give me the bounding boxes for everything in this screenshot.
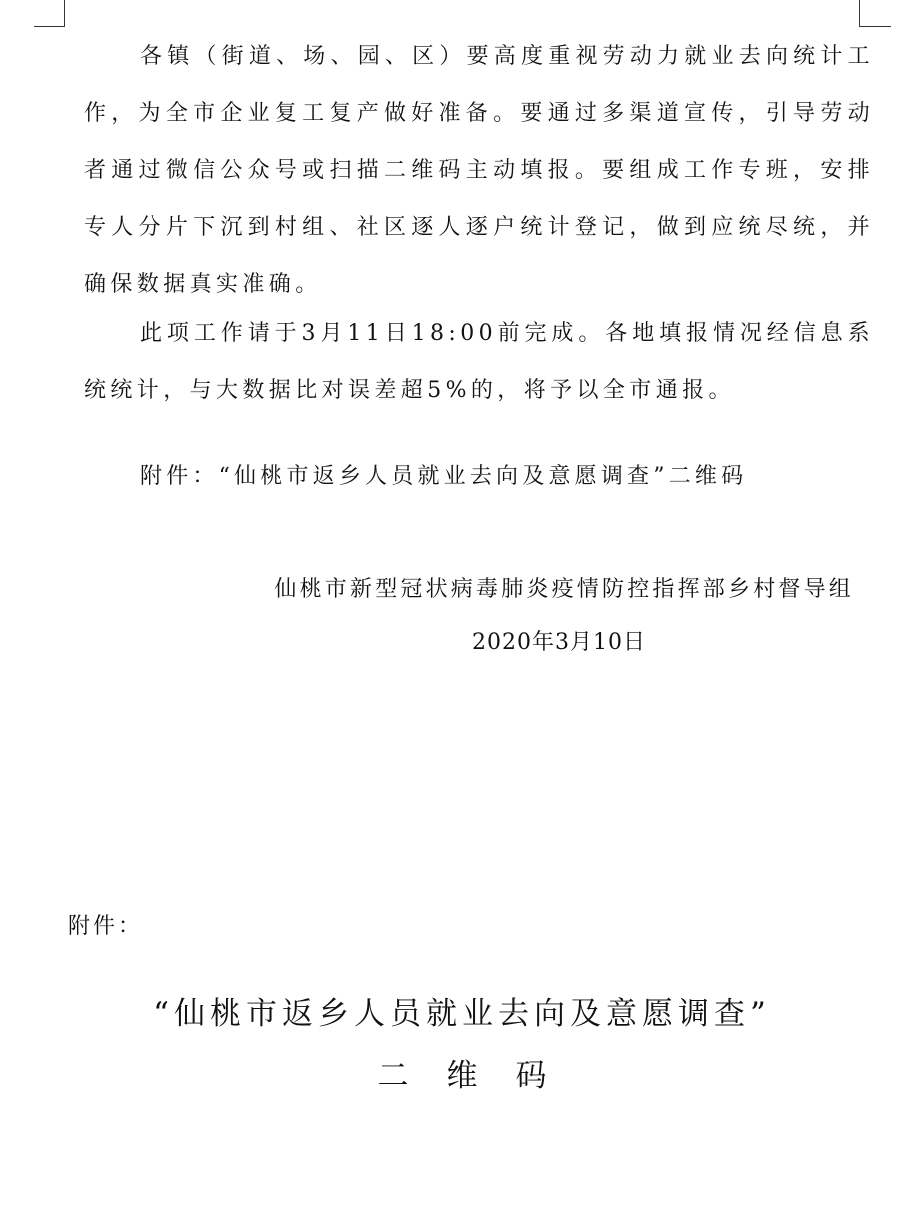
crop-mark-top-right (859, 26, 891, 27)
signing-organization: 仙桃市新型冠状病毒肺炎疫情防控指挥部乡村督导组 (274, 577, 854, 602)
crop-mark-top-right (859, 0, 860, 26)
signing-date: 2020年3月10日 (472, 630, 646, 655)
crop-mark-top-left (64, 0, 65, 26)
body-paragraph-1: 各镇（街道、场、园、区）要高度重视劳动力就业去向统计工作，为全市企业复工复产做好准备。要通过多渠道宣传，引导劳动者通过微信公众号或扫描二维码主动填报。要组成工作专班，安排专人分片下沉到村组、社区逐人逐户统计登记，做到应统尽统，并确保数据真实准确。 (84, 44, 874, 297)
attachment-subtitle: 二维码 (377, 1058, 585, 1094)
crop-mark-top-left (34, 26, 65, 27)
attachment-title: “仙桃市返乡人员就业去向及意愿调查” (153, 996, 771, 1032)
attachment-reference-line: 附件：“仙桃市返乡人员就业去向及意愿调查”二维码 (140, 464, 748, 489)
body-paragraph-2: 此项工作请于3月11日18:00前完成。各地填报情况经信息系统统计，与大数据比对误差超5%的，将予以全市通报。 (84, 321, 874, 403)
attachment-heading: 附件： (68, 914, 144, 939)
